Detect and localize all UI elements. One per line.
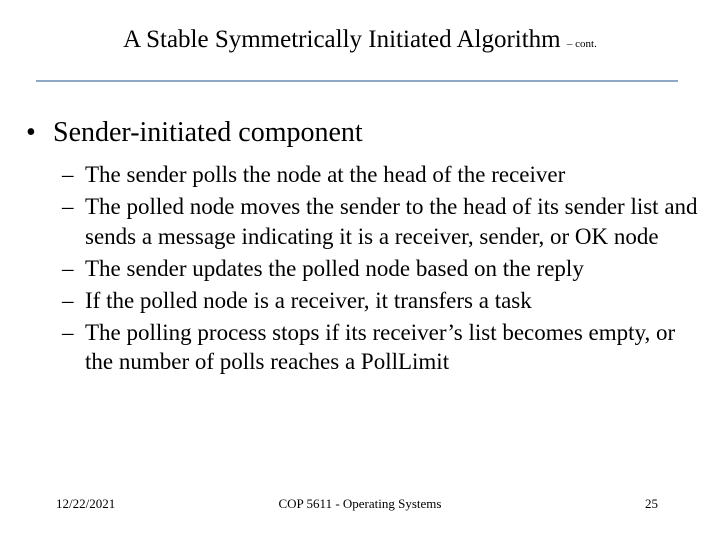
sub-bullet-item <box>62 192 702 251</box>
sub-bullet-text: The polled node moves the sender to the head of its sender list and sends a message indicating it is a receiver, sender, or OK node <box>85 194 698 249</box>
slide-title-suffix: – cont. <box>566 38 597 50</box>
main-bullet <box>26 116 363 150</box>
title-divider <box>36 80 678 82</box>
bullet-icon: • <box>26 117 36 148</box>
dash-icon: – <box>62 287 74 313</box>
sub-bullet-item <box>62 254 702 284</box>
sub-bullet-text: The sender updates the polled node based on the reply <box>85 255 584 281</box>
sub-bullet-item <box>62 160 702 190</box>
dash-icon: – <box>62 319 74 345</box>
sub-bullet-item <box>62 318 702 377</box>
sub-bullet-text: The sender polls the node at the head of the receiver <box>85 162 566 187</box>
footer-page-number: 25 <box>645 496 658 511</box>
sub-bullet-item <box>62 286 702 316</box>
sub-bullet-text: If the polled node is a receiver, it transfers a task <box>85 287 532 313</box>
dash-icon: – <box>62 255 74 281</box>
main-bullet-text: Sender-initiated component <box>53 117 363 148</box>
dash-icon: – <box>62 162 74 187</box>
dash-icon: – <box>62 194 74 219</box>
slide-title <box>0 24 720 60</box>
footer-course: COP 5611 - Operating Systems <box>278 496 442 511</box>
sub-bullet-text: The polling process stops if its receiver’s list becomes empty, or the number of polls reaches a PollLimit <box>85 319 676 374</box>
slide-title-text: A Stable Symmetrically Initiated Algorithm <box>123 26 561 53</box>
footer-date: 12/22/2021 <box>56 496 116 511</box>
sub-bullet-list <box>62 160 702 379</box>
